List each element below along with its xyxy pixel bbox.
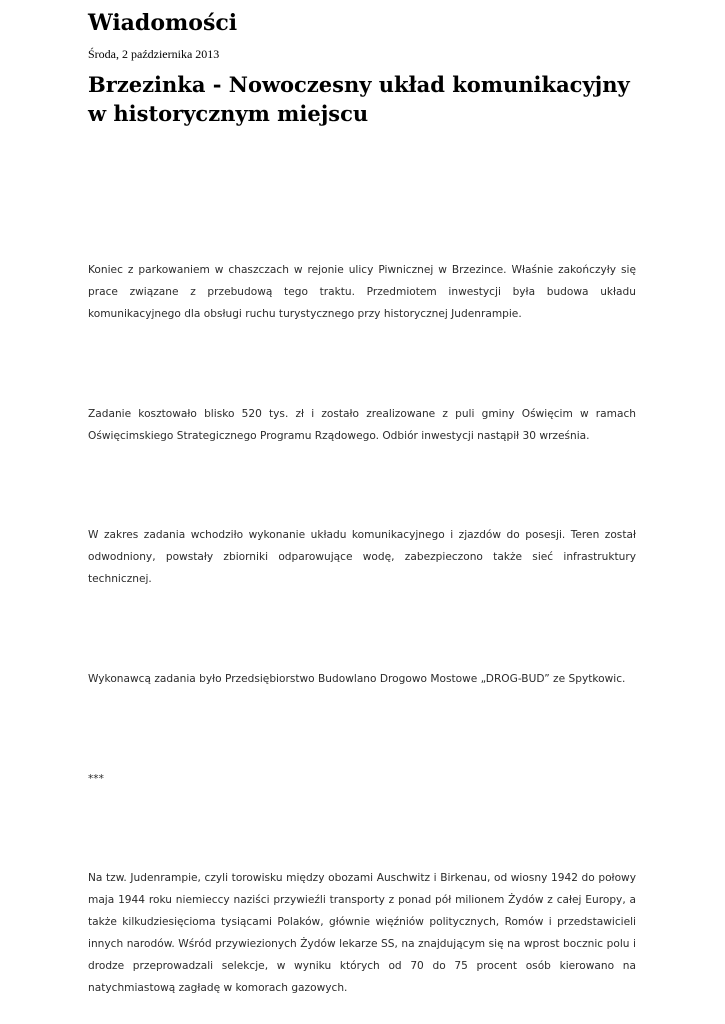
site-title: Wiadomości (88, 10, 238, 36)
article-paragraph: Wykonawcą zadania było Przedsiębiorstwo Budowlano Drogowo Mostowe „DROG-BUD” ze Spytkowic. (88, 673, 626, 685)
article-paragraph: Koniec z parkowaniem w chaszczach w rejonie ulicy Piwnicznej w Brzezince. Właśnie zakończyły się prace związane z przebudową tego traktu. Przedmiotem inwestycji była budowa układu komunikacyjnego dla obsługi ruchu turystycznego przy historycznej Judenrampie. (88, 264, 636, 320)
article-title: Brzezinka - Nowoczesny układ komunikacyjny w historycznym miejscu (88, 72, 630, 126)
article-paragraph: Zadanie kosztowało blisko 520 tys. zł i zostało zrealizowane z puli gminy Oświęcim w ramach Oświęcimskiego Strategicznego Programu Rządowego. Odbiór inwestycji nastąpił 30 września. (88, 408, 636, 442)
section-separator: *** (88, 773, 104, 785)
article-paragraph: W zakres zadania wchodziło wykonanie układu komunikacyjnego i zjazdów do posesji. Teren został odwodniony, powstały zbiorniki odparowujące wodę, zabezpieczono także sieć infrastruktury technicznej. (88, 529, 636, 585)
article-date: Środa, 2 października 2013 (88, 47, 220, 61)
article-paragraph: Na tzw. Judenrampie, czyli torowisku między obozami Auschwitz i Birkenau, od wiosny 1942 do połowy maja 1944 roku niemieccy naziści przywieźli transporty z ponad pół milionem Żydów z całej Europy, a także kilkudziesięcioma tysiącami Polaków, głównie więźniów politycznych, Romów i przedstawicieli innych narodów. Wśród przywiezionych Żydów lekarze SS, na znajdującym się na wprost bocznic polu i drodze przeprowadzali selekcje, w wyniku których od 70 do 75 procent osób kierowano na natychmiastową zagładę w komorach gazowych. (88, 872, 636, 994)
